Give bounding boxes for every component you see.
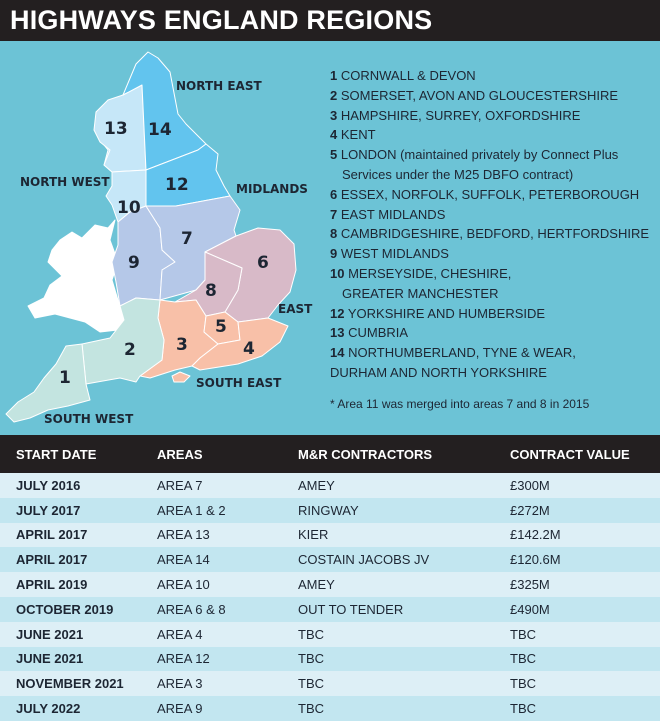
legend-item-3: 3 HAMPSHIRE, SURREY, OXFORDSHIRE bbox=[330, 107, 581, 123]
cell-value: £272M bbox=[510, 502, 550, 518]
wales-shape bbox=[28, 220, 124, 332]
cell-contractor: TBC bbox=[298, 701, 324, 717]
legend-item-1: 1 CORNWALL & DEVON bbox=[330, 68, 476, 83]
area-label-1: 1 bbox=[59, 368, 71, 388]
region-label-north-east: NORTH EAST bbox=[176, 79, 262, 93]
table-row bbox=[0, 547, 660, 572]
cell-areas: AREA 10 bbox=[157, 577, 210, 593]
england-regions-map bbox=[0, 41, 320, 435]
legend-item-7: 7 EAST MIDLANDS bbox=[330, 206, 446, 222]
area-legend bbox=[330, 66, 660, 415]
area-label-8: 8 bbox=[205, 281, 217, 301]
header-contract-value: CONTRACT VALUE bbox=[510, 446, 630, 462]
table-row bbox=[0, 647, 660, 672]
region-label-south-east: SOUTH EAST bbox=[196, 376, 282, 390]
table-row bbox=[0, 622, 660, 647]
legend-item-5-cont: Services under the M25 DBFO contract) bbox=[342, 166, 574, 182]
table-row bbox=[0, 473, 660, 498]
area-label-6: 6 bbox=[257, 253, 269, 273]
legend-item-14-cont: DURHAM AND NORTH YORKSHIRE bbox=[330, 364, 547, 380]
area-label-2: 2 bbox=[124, 340, 136, 360]
region-label-north-west: NORTH WEST bbox=[20, 175, 110, 189]
area-label-5: 5 bbox=[215, 317, 227, 337]
area-1 bbox=[6, 344, 90, 422]
region-label-midlands: MIDLANDS bbox=[236, 182, 308, 196]
area-label-10: 10 bbox=[117, 198, 141, 218]
page-title: HIGHWAYS ENGLAND REGIONS bbox=[10, 5, 433, 35]
table-row bbox=[0, 597, 660, 622]
cell-areas: AREA 4 bbox=[157, 626, 203, 642]
legend-item-9: 9 WEST MIDLANDS bbox=[330, 246, 449, 262]
legend-item-4: 4 KENT bbox=[330, 127, 376, 143]
contracts-table bbox=[0, 435, 660, 721]
cell-value: TBC bbox=[510, 651, 536, 667]
footnote: * Area 11 was merged into areas 7 and 8 in 2015 bbox=[330, 396, 590, 411]
header-areas: AREAS bbox=[157, 446, 203, 462]
cell-areas: AREA 9 bbox=[157, 701, 203, 717]
area-label-4: 4 bbox=[243, 339, 255, 359]
map-svg bbox=[0, 41, 320, 435]
cell-start-date: JUNE 2021 bbox=[16, 651, 84, 667]
title-bar bbox=[0, 0, 660, 41]
cell-contractor: OUT TO TENDER bbox=[298, 601, 404, 617]
cell-areas: AREA 3 bbox=[157, 676, 203, 692]
cell-areas: AREA 7 bbox=[157, 477, 203, 493]
area-label-13: 13 bbox=[104, 119, 128, 139]
cell-areas: AREA 14 bbox=[157, 552, 210, 568]
cell-start-date: NOVEMBER 2021 bbox=[16, 676, 124, 692]
cell-start-date: OCTOBER 2019 bbox=[16, 601, 114, 617]
isle-of-wight bbox=[172, 372, 190, 382]
cell-start-date: APRIL 2019 bbox=[16, 577, 88, 593]
area-label-7: 7 bbox=[181, 229, 193, 249]
cell-start-date: JULY 2017 bbox=[16, 502, 81, 518]
legend-item-6: 6 ESSEX, NORFOLK, SUFFOLK, PETERBOROUGH bbox=[330, 186, 640, 202]
cell-areas: AREA 6 & 8 bbox=[157, 601, 226, 617]
cell-areas: AREA 13 bbox=[157, 527, 210, 543]
cell-contractor: RINGWAY bbox=[298, 502, 359, 518]
table-row bbox=[0, 696, 660, 721]
cell-areas: AREA 12 bbox=[157, 651, 210, 667]
area-label-12: 12 bbox=[165, 175, 189, 195]
legend-item-2: 2 SOMERSET, AVON AND GLOUCESTERSHIRE bbox=[330, 87, 619, 103]
area-label-9: 9 bbox=[128, 253, 140, 273]
cell-contractor: TBC bbox=[298, 626, 324, 642]
cell-start-date: JULY 2016 bbox=[16, 477, 81, 493]
cell-value: £120.6M bbox=[510, 552, 561, 568]
legend-item-13: 13 CUMBRIA bbox=[330, 325, 409, 341]
legend-item-8: 8 CAMBRIDGESHIRE, BEDFORD, HERTFORDSHIRE bbox=[330, 226, 650, 242]
map-section bbox=[0, 41, 660, 435]
table-row bbox=[0, 523, 660, 548]
legend-item-12: 12 YORKSHIRE AND HUMBERSIDE bbox=[330, 305, 546, 321]
cell-contractor: AMEY bbox=[298, 577, 335, 593]
cell-value: TBC bbox=[510, 676, 536, 692]
cell-areas: AREA 1 & 2 bbox=[157, 502, 226, 518]
cell-start-date: JULY 2022 bbox=[16, 701, 81, 717]
cell-value: TBC bbox=[510, 626, 536, 642]
header-contractors: M&R CONTRACTORS bbox=[298, 446, 433, 462]
table-row bbox=[0, 498, 660, 523]
cell-start-date: APRIL 2017 bbox=[16, 552, 88, 568]
legend-item-14: 14 NORTHUMBERLAND, TYNE & WEAR, bbox=[330, 345, 576, 361]
legend-item-10-cont: GREATER MANCHESTER bbox=[342, 285, 499, 301]
cell-contractor: TBC bbox=[298, 676, 324, 692]
area-label-14: 14 bbox=[148, 120, 172, 140]
table-header-row bbox=[0, 435, 660, 473]
cell-value: £490M bbox=[510, 601, 550, 617]
table-row bbox=[0, 671, 660, 696]
area-label-3: 3 bbox=[176, 335, 188, 355]
cell-value: £325M bbox=[510, 577, 550, 593]
region-label-south-west: SOUTH WEST bbox=[44, 412, 134, 426]
cell-start-date: APRIL 2017 bbox=[16, 527, 88, 543]
legend-item-10: 10 MERSEYSIDE, CHESHIRE, bbox=[330, 265, 512, 281]
cell-contractor: KIER bbox=[298, 527, 329, 543]
region-label-east: EAST bbox=[278, 302, 313, 316]
cell-value: £300M bbox=[510, 477, 550, 493]
cell-start-date: JUNE 2021 bbox=[16, 626, 84, 642]
cell-value: TBC bbox=[510, 701, 536, 717]
cell-contractor: AMEY bbox=[298, 477, 335, 493]
cell-contractor: TBC bbox=[298, 651, 324, 667]
cell-value: £142.2M bbox=[510, 527, 561, 543]
legend-item-5: 5 LONDON (maintained privately by Connect Plus bbox=[330, 147, 619, 163]
table-row bbox=[0, 572, 660, 597]
header-start-date: START DATE bbox=[16, 446, 97, 462]
cell-contractor: COSTAIN JACOBS JV bbox=[298, 552, 430, 568]
